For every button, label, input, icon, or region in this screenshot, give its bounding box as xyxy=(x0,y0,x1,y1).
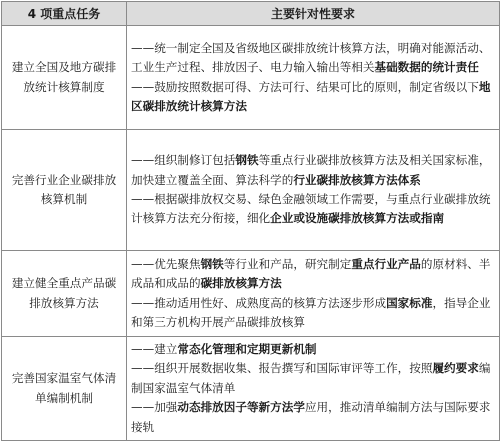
task-cell: 完善国家温室气体清单编制机制 xyxy=(2,337,127,441)
table-header-row xyxy=(2,2,500,26)
requirement-item: ——推动适用性好、成熟度高的核算方法逐步形成国家标准，指导企业和第三方机构开展产品碳排放核算 xyxy=(131,295,491,329)
requirement-item: ——鼓励按照数据可得、方法可行、结果可比的原则，制定省级以下地区碳排放统计核算方法 xyxy=(131,79,491,113)
table-row xyxy=(2,130,500,251)
requirements-cell xyxy=(127,130,500,251)
task-cell: 建立健全重点产品碳排放核算方法 xyxy=(2,251,127,337)
requirement-item: ——根据碳排放权交易、绿色金融领域工作需要，与重点行业碳排放统计核算方法充分衔接，细化企业或设施碳排放核算方法或指南 xyxy=(131,192,491,226)
requirements-cell xyxy=(127,337,500,441)
requirements-cell xyxy=(127,26,500,130)
header-requirements: 主要针对性要求 xyxy=(127,2,500,26)
table-row xyxy=(2,337,500,441)
requirements-cell xyxy=(127,251,500,337)
requirement-item: ——优先聚焦钢铁等行业和产品，研究制定重点行业产品的原材料、半成品和成品的碳排放核算方法 xyxy=(131,256,491,291)
requirement-item: ——加强动态排放因子等新方法学应用，推动清单编制方法与国际要求接轨 xyxy=(131,400,491,434)
header-tasks: 4 项重点任务 xyxy=(2,2,127,26)
requirement-item: ——统一制定全国及省级地区碳排放统计核算方法，明确对能源活动、工业生产过程、排放因子、电力输入输出等相关基础数据的统计责任 xyxy=(131,40,491,75)
task-cell: 完善行业企业碳排放核算机制 xyxy=(2,130,127,251)
table-row xyxy=(2,26,500,130)
task-cell: 建立全国及地方碳排放统计核算制度 xyxy=(2,26,127,130)
requirement-item: ——建立常态化管理和定期更新机制 xyxy=(131,341,317,356)
table-row xyxy=(2,251,500,337)
requirement-item: ——组织开展数据收集、报告撰写和国际审评等工作，按照履约要求编制国家温室气体清单 xyxy=(131,361,491,395)
policy-table xyxy=(1,1,500,441)
requirement-item: ——组织制修订包括钢铁等重点行业碳排放核算方法及相关国家标准，加快建立覆盖全面、算法科学的行业碳排放核算方法体系 xyxy=(131,153,491,187)
